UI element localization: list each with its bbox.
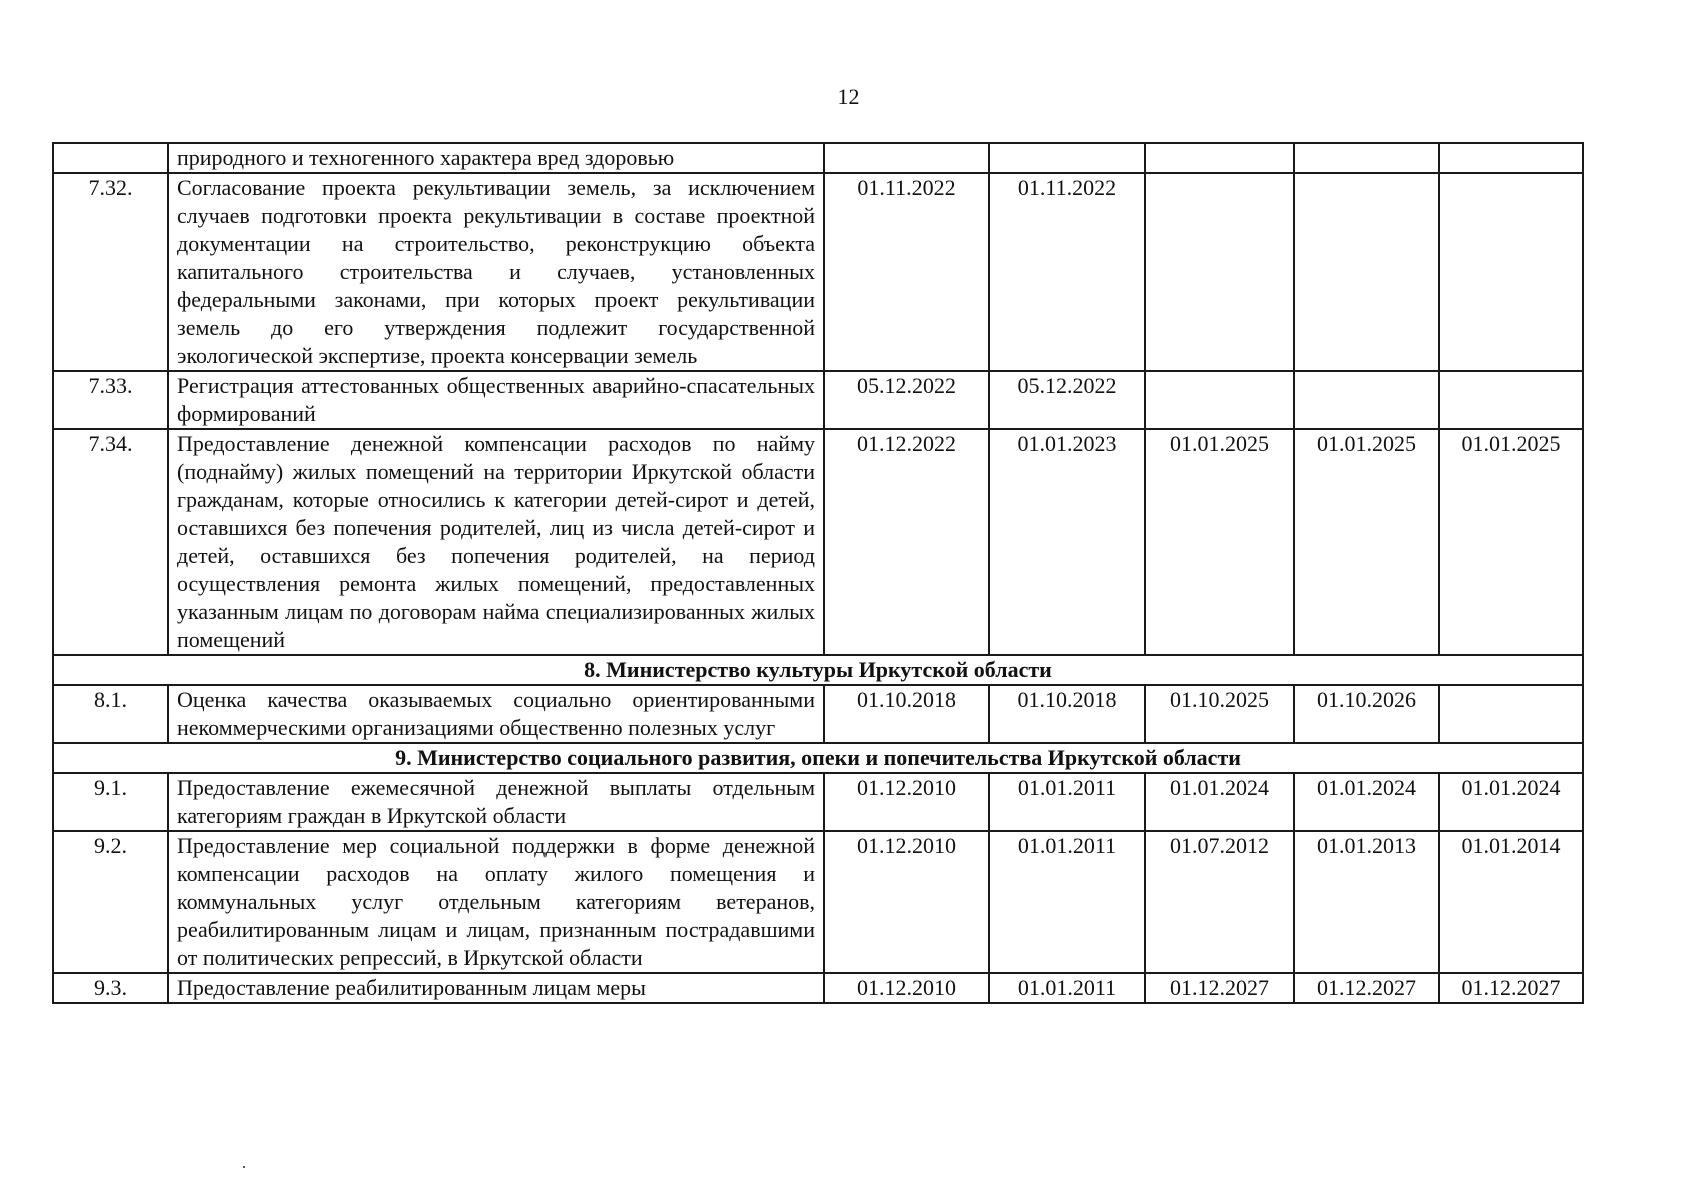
table-row xyxy=(53,143,1583,173)
row-number xyxy=(53,143,168,173)
date-cell-2 xyxy=(989,143,1145,173)
date-cell-4: 01.01.2013 xyxy=(1294,831,1439,973)
date-cell-2: 01.10.2018 xyxy=(989,685,1145,743)
service-description: Регистрация аттестованных общественных аварийно-спасательных формирований xyxy=(168,371,824,429)
date-cell-5: 01.12.2027 xyxy=(1439,973,1583,1003)
date-cell-2: 01.01.2023 xyxy=(989,429,1145,655)
service-description: Оценка качества оказываемых социально ориентированными некоммерческими организациями общественно полезных услуг xyxy=(168,685,824,743)
table-row xyxy=(53,685,1583,743)
section-header-row xyxy=(53,655,1583,685)
services-table xyxy=(52,142,1584,1004)
date-cell-5 xyxy=(1439,371,1583,429)
table-row xyxy=(53,973,1583,1003)
date-cell-3 xyxy=(1145,371,1294,429)
row-number: 8.1. xyxy=(53,685,168,743)
date-cell-4 xyxy=(1294,173,1439,371)
date-cell-3 xyxy=(1145,173,1294,371)
date-cell-2: 01.01.2011 xyxy=(989,831,1145,973)
table-row xyxy=(53,371,1583,429)
date-cell-5 xyxy=(1439,173,1583,371)
date-cell-1: 01.12.2010 xyxy=(824,773,989,831)
service-description: Предоставление реабилитированным лицам меры xyxy=(168,973,824,1003)
date-cell-4: 01.01.2025 xyxy=(1294,429,1439,655)
date-cell-1: 05.12.2022 xyxy=(824,371,989,429)
table-row xyxy=(53,831,1583,973)
date-cell-1: 01.12.2010 xyxy=(824,831,989,973)
date-cell-4: 01.12.2027 xyxy=(1294,973,1439,1003)
table-row xyxy=(53,773,1583,831)
date-cell-5: 01.01.2025 xyxy=(1439,429,1583,655)
date-cell-1: 01.11.2022 xyxy=(824,173,989,371)
row-number: 9.3. xyxy=(53,973,168,1003)
date-cell-3: 01.07.2012 xyxy=(1145,831,1294,973)
date-cell-3: 01.01.2025 xyxy=(1145,429,1294,655)
section-title: 9. Министерство социального развития, опеки и попечительства Иркутской области xyxy=(53,743,1583,773)
date-cell-5: 01.01.2024 xyxy=(1439,773,1583,831)
date-cell-5: 01.01.2014 xyxy=(1439,831,1583,973)
row-number: 7.33. xyxy=(53,371,168,429)
date-cell-3: 01.10.2025 xyxy=(1145,685,1294,743)
row-number: 9.2. xyxy=(53,831,168,973)
date-cell-2: 05.12.2022 xyxy=(989,371,1145,429)
row-number: 7.34. xyxy=(53,429,168,655)
date-cell-1 xyxy=(824,143,989,173)
service-description: Предоставление мер социальной поддержки в форме денежной компенсации расходов на оплату жилого помещения и коммунальных услуг отдельным категориям ветеранов, реабилитированным лицам и лицам, признанным пострадавшими от политических репрессий, в Иркутской области xyxy=(168,831,824,973)
date-cell-1: 01.12.2022 xyxy=(824,429,989,655)
service-description: Предоставление денежной компенсации расходов по найму (поднайму) жилых помещений на территории Иркутской области гражданам, которые относились к категории детей-сирот и детей, оставшихся без попечения родителей, лиц из числа детей-сирот и детей, оставшихся без попечения родителей, на период осуществления ремонта жилых помещений, предоставленных указанным лицам по договорам найма специализированных жилых помещений xyxy=(168,429,824,655)
page-number: 12 xyxy=(837,84,860,109)
date-cell-3: 01.01.2024 xyxy=(1145,773,1294,831)
date-cell-2: 01.01.2011 xyxy=(989,773,1145,831)
date-cell-4 xyxy=(1294,371,1439,429)
table-row xyxy=(53,429,1583,655)
date-cell-1: 01.10.2018 xyxy=(824,685,989,743)
date-cell-3: 01.12.2027 xyxy=(1145,973,1294,1003)
date-cell-2: 01.11.2022 xyxy=(989,173,1145,371)
table-body xyxy=(53,143,1583,1003)
date-cell-4: 01.10.2026 xyxy=(1294,685,1439,743)
date-cell-5 xyxy=(1439,143,1583,173)
service-description: природного и техногенного характера вред здоровью xyxy=(168,143,824,173)
service-description: Предоставление ежемесячной денежной выплаты отдельным категориям граждан в Иркутской области xyxy=(168,773,824,831)
date-cell-4: 01.01.2024 xyxy=(1294,773,1439,831)
service-description: Согласование проекта рекультивации земель, за исключением случаев подготовки проекта рекультивации в составе проектной документации на строительство, реконструкцию объекта капитального строительства и случаев, установленных федеральными законами, при которых проект рекультивации земель до его утверждения подлежит государственной экологической экспертизе, проекта консервации земель xyxy=(168,173,824,371)
section-header-row xyxy=(53,743,1583,773)
row-number: 9.1. xyxy=(53,773,168,831)
date-cell-3 xyxy=(1145,143,1294,173)
date-cell-1: 01.12.2010 xyxy=(824,973,989,1003)
section-title: 8. Министерство культуры Иркутской области xyxy=(53,655,1583,685)
date-cell-5 xyxy=(1439,685,1583,743)
date-cell-4 xyxy=(1294,143,1439,173)
table-row xyxy=(53,173,1583,371)
date-cell-2: 01.01.2011 xyxy=(989,973,1145,1003)
scan-speck xyxy=(243,1166,245,1168)
row-number: 7.32. xyxy=(53,173,168,371)
